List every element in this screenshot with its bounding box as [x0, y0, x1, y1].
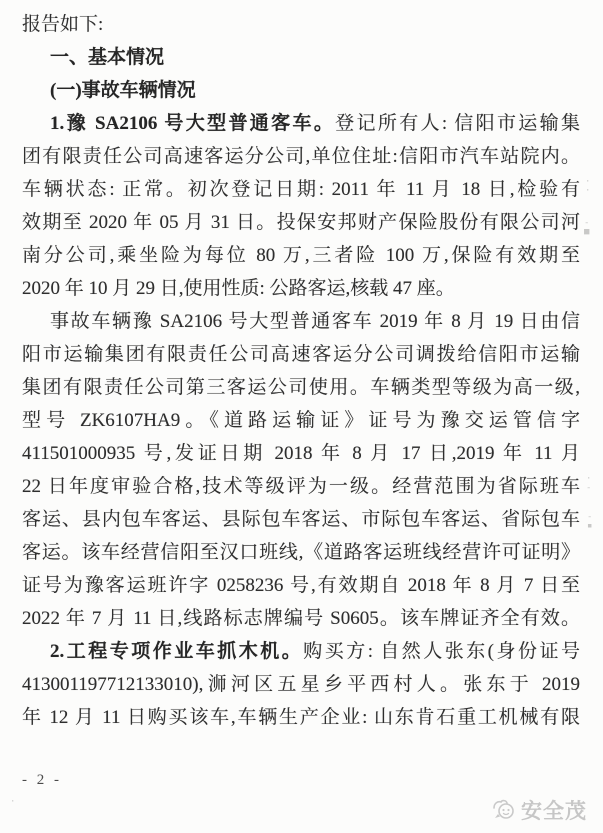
text-segment: 22 日年度审验合格,技术等级评为一级。经营范围为省际班车: [22, 476, 580, 497]
text-line: [22, 41, 580, 74]
text-segment: 2020 年 10 月 29 日,使用性质: 公路客运,核载 47 座。: [22, 278, 455, 299]
text-line: [22, 602, 580, 635]
text-segment: 报告如下:: [22, 14, 104, 35]
text-line: [22, 239, 580, 272]
text-segment: 效期至 2020 年 05 月 31 日。投保安邦财产保险股份有限公司河: [22, 212, 580, 233]
scan-artifact: · ·: [585, 177, 591, 196]
text-line: [22, 338, 580, 371]
text-line: [22, 272, 580, 305]
text-segment: 购买方: 自然人张东(身份证号: [303, 641, 580, 662]
scan-artifact: - ■: [584, 218, 590, 237]
text-line: [22, 74, 580, 107]
text-segment-bold: 1.豫 SA2106 号大型普通客车。: [50, 113, 336, 134]
text-line: [22, 569, 580, 602]
text-line: [22, 8, 580, 41]
text-segment: 型号 ZK6107HA9。《道路运输证》证号为豫交运管信字: [22, 410, 580, 431]
text-line: [22, 206, 580, 239]
text-line: [22, 668, 580, 701]
text-segment: 团有限责任公司高速客运分公司,单位住址:信阳市汽车站院内。: [22, 146, 580, 167]
text-segment: 事故车辆豫 SA2106 号大型普通客车 2019 年 8 月 19 日由信: [50, 311, 580, 332]
text-line: [22, 470, 580, 503]
page-number: - 2 -: [22, 772, 62, 788]
text-segment: 413001197712133010),浉河区五星乡平西村人。张东于 2019: [22, 674, 580, 695]
text-segment: 证号为豫客运班许字 0258236 号,有效期自 2018 年 8 月 7 日至: [22, 575, 580, 596]
text-segment: 南分公司,乘坐险为每位 80 万,三者险 100 万,保险有效期至: [22, 245, 580, 266]
scan-artifact: · -: [586, 474, 592, 493]
scan-artifact: - ▪: [587, 512, 593, 531]
document-body: [22, 8, 580, 734]
text-segment: 年 12 月 11 日购买该车,车辆生产企业: 山东肯石重工机械有限: [22, 707, 580, 728]
text-segment: 客运。该车经营信阳至汉口班线,《道路客运班线经营许可证明》: [22, 542, 580, 563]
scan-artifact: ·: [10, 797, 16, 807]
watermark-label: 安全茂: [521, 800, 587, 823]
text-line: [22, 503, 580, 536]
text-line: [22, 371, 580, 404]
text-line: [22, 635, 580, 668]
text-line: [22, 701, 580, 734]
text-segment: 阳市运输集团有限责任公司高速客运分公司调拨给信阳市运输: [22, 344, 580, 365]
text-line: [22, 305, 580, 338]
watermark: [491, 795, 587, 825]
text-line: [22, 437, 580, 470]
text-line: [22, 140, 580, 173]
text-segment: 2022 年 7 月 11 日,线路标志牌编号 S0605。该车牌证齐全有效。: [22, 608, 580, 629]
safety-mao-logo-icon: [491, 798, 517, 822]
text-segment-bold: 一、基本情况: [50, 47, 165, 68]
text-segment: 车辆状态: 正常。初次登记日期: 2011 年 11 月 18 日,检验有: [22, 179, 580, 200]
text-segment: 客运、县内包车客运、县际包车客运、市际包车客运、省际包车: [22, 509, 580, 530]
text-segment: 集团有限责任公司第三客运公司使用。车辆类型等级为高一级,: [22, 377, 580, 398]
text-line: [22, 404, 580, 437]
text-line: [22, 173, 580, 206]
text-segment: 411501000935 号,发证日期 2018 年 8 月 17 日,2019 年 11 月: [22, 443, 580, 464]
text-line: [22, 536, 580, 569]
text-segment-bold: 2.工程专项作业车抓木机。: [50, 641, 304, 662]
text-segment-bold: (一)事故车辆情况: [50, 80, 196, 101]
text-line: [22, 107, 580, 140]
text-segment: 登记所有人: 信阳市运输集: [335, 113, 580, 134]
